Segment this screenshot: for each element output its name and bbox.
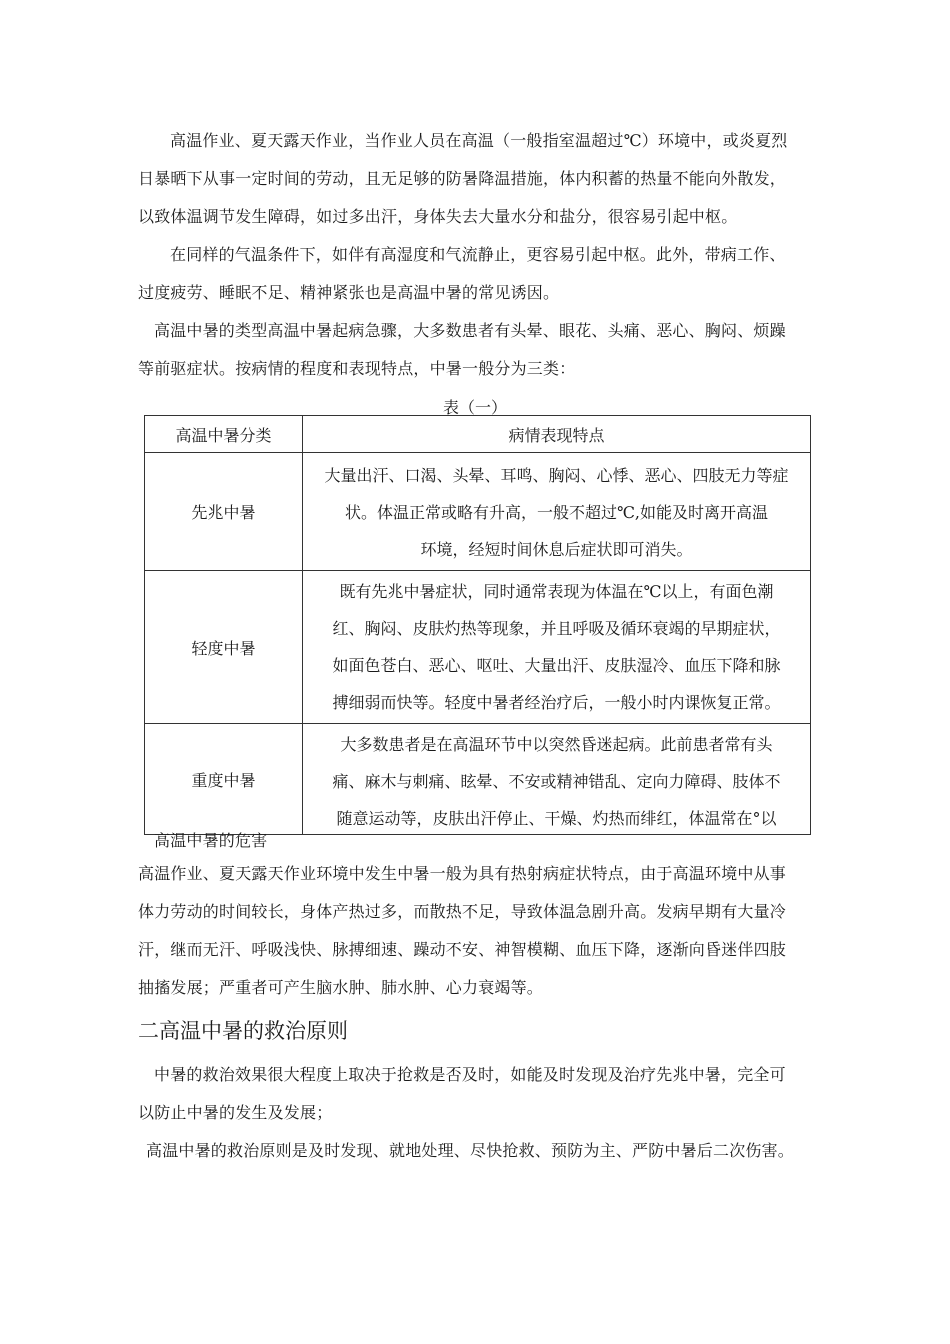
principle-line3: 高温中暑的救治原则是及时发现、就地处理、尽快抢救、预防为主、严防中暑后二次伤害。	[146, 1141, 795, 1160]
symptom-line: 大量出汗、口渴、头晕、耳鸣、胸闷、心悸、恶心、四肢无力等症	[324, 466, 789, 485]
symptom-line: 状。体温正常或略有升高，一般不超过℃,如能及时离开高温	[345, 503, 768, 522]
symptom-line: 红、胸闷、皮肤灼热等现象，并且呼吸及循环衰竭的早期症状，	[332, 619, 781, 638]
para1-line2: 日暴晒下从事一定时间的劳动，且无足够的防暑降温措施，体内积蓄的热量不能向外散发，	[138, 169, 787, 188]
row-symptoms	[303, 724, 811, 835]
para2-line1: 在同样的气温条件下，如伴有高湿度和气流静止，更容易引起中枢。此外，带病工作、	[170, 245, 786, 264]
header-category: 高温中暑分类	[145, 416, 303, 453]
table-row	[145, 724, 811, 835]
para1-line3: 以致体温调节发生障碍，如过多出汗，身体失去大量水分和盐分，很容易引起中枢。	[138, 207, 738, 226]
symptom-line: 搏细弱而快等。轻度中暑者经治疗后，一般小时内课恢复正常。	[332, 693, 781, 712]
row-category: 轻度中暑	[145, 571, 303, 724]
harm-subtitle: 高温中暑的危害	[154, 831, 268, 850]
heatstroke-table	[144, 415, 811, 835]
harm-line2: 体力劳动的时间较长，身体产热过多，而散热不足，导致体温急剧升高。发病早期有大量冷	[138, 902, 787, 921]
symptom-line: 如面色苍白、恶心、呕吐、大量出汗、皮肤湿冷、血压下降和脉	[332, 656, 781, 675]
symptom-line: 环境，经短时间休息后症状即可消失。	[420, 540, 693, 559]
row-category: 重度中暑	[145, 724, 303, 835]
para1-line1: 高温作业、夏天露天作业，当作业人员在高温（一般指室温超过℃）环境中，或炎夏烈	[170, 131, 788, 150]
table-row	[145, 453, 811, 571]
table-row	[145, 571, 811, 724]
principle-line1: 中暑的救治效果很大程度上取决于抢救是否及时，如能及时发现及治疗先兆中暑，完全可	[154, 1065, 786, 1084]
para3-line1: 高温中暑的类型高温中暑起病急骤，大多数患者有头晕、眼花、头痛、恶心、胸闷、烦躁	[154, 321, 786, 340]
para2-line2: 过度疲劳、睡眠不足、精神紧张也是高温中暑的常见诱因。	[138, 283, 560, 302]
principle-line2: 以防止中暑的发生及发展；	[138, 1103, 333, 1122]
table-caption: 表（一）	[442, 398, 507, 417]
row-symptoms	[303, 571, 811, 724]
symptom-line: 既有先兆中暑症状，同时通常表现为体温在℃以上，有面色潮	[339, 582, 774, 601]
harm-line3: 汗，继而无汗、呼吸浅快、脉搏细速、躁动不安、神智模糊、血压下降，逐渐向昏迷伴四肢	[138, 940, 787, 959]
symptom-line: 大多数患者是在高温环节中以突然昏迷起病。此前患者常有头	[340, 735, 773, 754]
symptom-line: 随意运动等，皮肤出汗停止、干燥、灼热而绯红，体温常在°以	[336, 809, 777, 828]
para3-line2: 等前驱症状。按病情的程度和表现特点，中暑一般分为三类：	[138, 359, 576, 378]
symptom-line: 痛、麻木与刺痛、眩晕、不安或精神错乱、定向力障碍、肢体不	[332, 772, 781, 791]
section-heading: 二高温中暑的救治原则	[138, 1019, 348, 1043]
table-header-row	[145, 416, 811, 453]
header-symptoms: 病情表现特点	[303, 416, 811, 453]
harm-line1: 高温作业、夏天露天作业环境中发生中暑一般为具有热射病症状特点，由于高温环境中从事	[138, 864, 787, 883]
harm-line4: 抽搐发展；严重者可产生脑水肿、肺水肿、心力衰竭等。	[138, 978, 544, 997]
row-category: 先兆中暑	[145, 453, 303, 571]
row-symptoms	[303, 453, 811, 571]
